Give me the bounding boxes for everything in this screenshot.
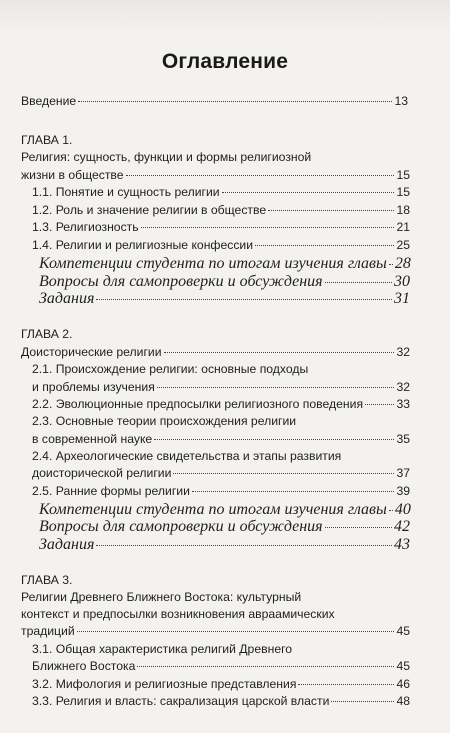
dot-leader xyxy=(389,264,393,265)
toc-page-number: 30 xyxy=(394,273,410,290)
toc-entry-section-line: 2.1. Происхождение религии: основные подходы xyxy=(32,362,309,376)
toc-entry-section[interactable]: 2.2. Эволюционные предпосылки религиозного поведения 33 xyxy=(32,397,410,411)
dot-leader xyxy=(222,192,394,193)
toc-entry-extra[interactable]: Задания 31 xyxy=(39,290,410,307)
dot-leader xyxy=(255,245,394,246)
toc-entry-section[interactable]: 1.4. Религии и религиозные конфессии 25 xyxy=(32,238,410,252)
toc-page-number: 46 xyxy=(396,677,410,691)
dot-leader xyxy=(331,701,394,702)
toc-page-number: 21 xyxy=(396,220,410,234)
toc-page-number: 45 xyxy=(396,624,410,638)
page-title: Оглавление xyxy=(161,50,289,73)
chapter-title-line: Религия: сущность, функции и формы религиозной xyxy=(21,150,312,164)
dot-leader xyxy=(78,101,392,102)
toc-entry-text: Введение xyxy=(21,94,77,108)
dot-leader xyxy=(164,352,394,353)
toc-entry-intro[interactable] xyxy=(21,94,408,108)
toc-entry-section[interactable]: Ближнего Востока 45 xyxy=(32,659,410,673)
toc-entry-extra[interactable]: Вопросы для самопроверки и обсуждения 30 xyxy=(39,273,410,290)
toc-page-number: 39 xyxy=(396,484,410,498)
toc-page-number: 33 xyxy=(396,397,410,411)
toc-entry-extra[interactable]: Вопросы для самопроверки и обсуждения 42 xyxy=(39,518,410,535)
toc-page-number: 40 xyxy=(394,501,411,518)
dot-leader xyxy=(154,439,394,440)
toc-entry-section-line: 2.4. Археологические свидетельства и этапы развития xyxy=(32,449,342,463)
dot-leader xyxy=(192,491,394,492)
dot-leader xyxy=(389,510,393,511)
dot-leader xyxy=(157,387,394,388)
toc-entry-section[interactable]: в современной науке 35 xyxy=(32,432,410,446)
dot-leader xyxy=(141,227,394,228)
toc-entry-section[interactable]: 3.3. Религия и власть: сакрализация царской власти 48 xyxy=(32,694,410,708)
toc-entry-section-line: 3.1. Общая характеристика религий Древнего xyxy=(32,642,293,656)
toc-entry-section[interactable]: 1.1. Понятие и сущность религии 15 xyxy=(32,185,410,199)
toc-entry-section[interactable]: 3.2. Мифология и религиозные представления 46 xyxy=(32,677,410,691)
dot-leader xyxy=(325,527,392,528)
toc-entry-section[interactable]: 2.5. Ранние формы религии 39 xyxy=(32,484,410,498)
toc-entry-section-line: 2.3. Основные теории происхождения религии xyxy=(32,414,297,428)
toc-entry-section[interactable]: доисторической религии 37 xyxy=(32,466,410,480)
chapter-title-line: Религии Древнего Ближнего Востока: культурный xyxy=(21,590,302,604)
toc-page-number: 25 xyxy=(396,238,410,252)
dot-leader xyxy=(365,404,394,405)
dot-leader xyxy=(325,282,392,283)
dot-leader xyxy=(77,631,394,632)
toc-page-number: 15 xyxy=(396,168,410,182)
toc-page-number: 18 xyxy=(396,203,410,217)
toc-page-number: 37 xyxy=(396,466,410,480)
toc-page-number: 35 xyxy=(396,432,410,446)
dot-leader xyxy=(126,175,394,176)
dot-leader xyxy=(96,545,392,546)
toc-entry-chapter-1[interactable] xyxy=(21,168,410,182)
toc-page-number: 31 xyxy=(394,290,410,307)
chapter-title-line: Доисторические религии xyxy=(21,345,162,359)
toc-entry-chapter-3[interactable] xyxy=(21,624,410,638)
toc-entry-section[interactable]: 1.3. Религиозность 21 xyxy=(32,220,410,234)
dot-leader xyxy=(137,666,394,667)
dot-leader xyxy=(96,299,392,300)
toc-page-number: 48 xyxy=(396,694,410,708)
toc-entry-extra[interactable]: Компетенции студента по итогам изучения главы 40 xyxy=(39,501,411,518)
toc-page-number: 28 xyxy=(394,255,411,272)
dot-leader xyxy=(173,473,394,474)
chapter-title-line: жизни в обществе xyxy=(21,168,124,182)
dot-leader xyxy=(268,210,394,211)
chapter-label: ГЛАВА 2. xyxy=(21,327,73,341)
toc-page-number: 32 xyxy=(396,380,410,394)
toc-page-number: 43 xyxy=(394,536,410,553)
toc-page-number: 15 xyxy=(396,185,410,199)
chapter-title-line: контекст и предпосылки возникновения авраамических xyxy=(21,607,335,621)
dot-leader xyxy=(298,684,394,685)
toc-entry-extra[interactable]: Задания 43 xyxy=(39,536,410,553)
chapter-label: ГЛАВА 3. xyxy=(21,573,73,587)
toc-page-number: 32 xyxy=(396,345,410,359)
toc-page-number: 45 xyxy=(396,659,410,673)
toc-page-number: 42 xyxy=(394,518,410,535)
toc-entry-chapter-2[interactable] xyxy=(21,345,410,359)
toc-page-number: 13 xyxy=(394,94,408,108)
toc-entry-section[interactable]: 1.2. Роль и значение религии в обществе 18 xyxy=(32,203,410,217)
chapter-label: ГЛАВА 1. xyxy=(21,133,73,147)
chapter-title-line: традиций xyxy=(21,624,75,638)
toc-entry-extra[interactable]: Компетенции студента по итогам изучения главы 28 xyxy=(39,255,411,272)
toc-entry-section[interactable]: и проблемы изучения 32 xyxy=(32,380,410,394)
